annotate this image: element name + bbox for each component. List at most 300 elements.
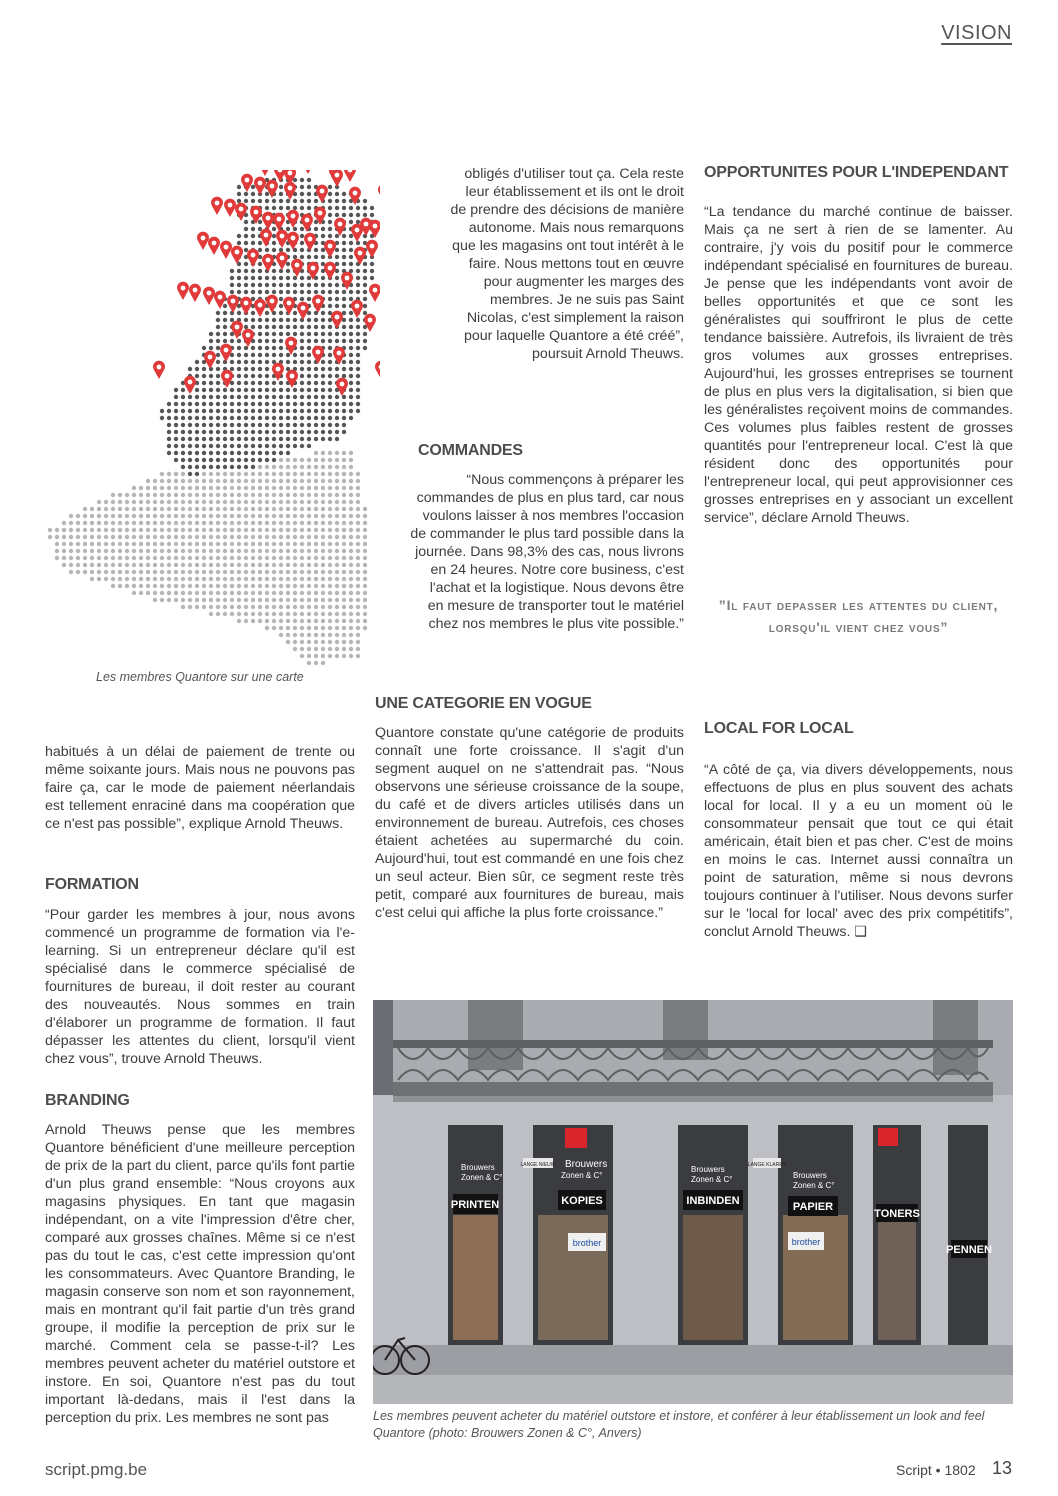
map-dot [174,549,178,553]
map-dot [370,213,374,217]
map-dot [265,605,269,609]
map-dot [104,577,108,581]
map-dot [132,563,136,567]
map-dot [356,591,360,595]
map-dot [160,416,164,420]
map-dot [167,437,171,441]
map-dot [195,563,199,567]
map-dot [76,549,80,553]
map-dot [181,444,185,448]
map-dot [342,339,346,343]
map-dot [146,507,150,511]
shop-name-3b: Zonen & C° [691,1175,733,1184]
map-dot [307,507,311,511]
map-dot [230,318,234,322]
map-dot [125,528,129,532]
location-pin-icon [302,170,314,174]
map-dot [251,500,255,504]
map-dot [237,360,241,364]
map-caption: Les membres Quantore sur une carte [96,670,304,684]
map-dot [279,542,283,546]
map-dot [335,339,339,343]
map-dot [202,409,206,413]
map-dot [279,192,283,196]
map-dot [272,458,276,462]
map-dot [167,584,171,588]
map-dot [314,584,318,588]
map-dot [279,206,283,210]
map-dot [286,528,290,532]
map-dot [321,458,325,462]
map-dot [223,325,227,329]
map-dot [195,416,199,420]
map-dot [202,430,206,434]
map-dot [265,542,269,546]
map-dot [230,542,234,546]
location-pin-icon [285,337,297,355]
map-dot [209,472,213,476]
map-dot [321,535,325,539]
map-dot [258,199,262,203]
map-dot [321,437,325,441]
shop-name-1b: Zonen & C° [461,1173,503,1182]
map-dot [349,395,353,399]
location-pin-icon [304,233,316,251]
map-dot [146,493,150,497]
map-dot [139,521,143,525]
map-dot [237,311,241,315]
map-dot [209,514,213,518]
map-dot [160,493,164,497]
map-dot [272,339,276,343]
map-dot [223,465,227,469]
map-dot [300,598,304,602]
map-dot [279,325,283,329]
map-dot [146,542,150,546]
map-dot [279,416,283,420]
map-dot [293,598,297,602]
map-dot [167,416,171,420]
shop-name-3a: Brouwers [691,1165,725,1174]
map-dot [202,542,206,546]
map-dot [258,556,262,560]
map-dot [258,486,262,490]
map-dot [321,318,325,322]
map-dot [202,395,206,399]
map-dot [251,409,255,413]
map-dot [314,423,318,427]
map-dot [132,591,136,595]
map-dot [251,444,255,448]
map-dot [90,507,94,511]
map-dot [272,276,276,280]
map-dot [202,507,206,511]
map-dot [132,500,136,504]
map-dot [293,395,297,399]
map-dot [328,577,332,581]
map-dot [153,563,157,567]
map-dot [223,318,227,322]
map-dot [300,570,304,574]
map-dot [97,542,101,546]
map-dot [202,514,206,518]
map-dot [349,640,353,644]
map-dot [314,619,318,623]
map-dot [139,528,143,532]
map-dot [286,269,290,273]
map-dot [279,591,283,595]
map-dot [195,570,199,574]
map-dot [251,556,255,560]
map-dot [202,549,206,553]
map-dot [258,549,262,553]
map-dot [167,493,171,497]
map-dot [314,409,318,413]
map-dot [202,423,206,427]
map-dot [363,619,367,623]
map-dot [349,458,353,462]
map-dot [265,423,269,427]
map-dot [293,479,297,483]
map-dot [237,437,241,441]
map-dot [321,409,325,413]
map-dot [251,311,255,315]
map-dot [328,304,332,308]
map-dot [62,542,66,546]
map-dot [202,598,206,602]
map-dot [328,612,332,616]
map-dot [349,388,353,392]
map-dot [76,535,80,539]
map-dot [83,528,87,532]
map-dot [356,290,360,294]
map-dot [174,584,178,588]
map-dot [321,542,325,546]
location-pin-icon [242,329,254,347]
map-dot [230,269,234,273]
map-dot [314,255,318,259]
map-dot [237,374,241,378]
map-dot [97,521,101,525]
map-dot [272,318,276,322]
map-dot [97,535,101,539]
map-dot [349,311,353,315]
map-dot [356,493,360,497]
map-dot [293,283,297,287]
map-dot [321,227,325,231]
map-dot [272,591,276,595]
map-dot [118,577,122,581]
map-dot [216,514,220,518]
map-dot [363,563,367,567]
map-dot [300,325,304,329]
map-dot [293,276,297,280]
map-dot [104,528,108,532]
map-dot [335,276,339,280]
map-dot [125,535,129,539]
map-dot [363,276,367,280]
map-dot [300,577,304,581]
map-dot [335,640,339,644]
map-dot [76,556,80,560]
map-dot [328,500,332,504]
map-dot [307,570,311,574]
map-dot [181,591,185,595]
map-dot [188,563,192,567]
map-dot [349,542,353,546]
map-dot [216,507,220,511]
map-dot [279,535,283,539]
map-dot [139,591,143,595]
map-dot [118,535,122,539]
map-dot [279,409,283,413]
map-dot [272,199,276,203]
map-dot [160,479,164,483]
map-dot [342,598,346,602]
map-dot [300,290,304,294]
map-dot [335,304,339,308]
map-dot [97,563,101,567]
map-dot [230,360,234,364]
map-dot [237,493,241,497]
map-dot [272,423,276,427]
map-dot [153,514,157,518]
map-dot [202,528,206,532]
map-dot [195,465,199,469]
map-dot [251,430,255,434]
map-dot [286,598,290,602]
map-dot [300,535,304,539]
map-dot [272,626,276,630]
map-dot [216,458,220,462]
map-dot [321,584,325,588]
map-dot [300,612,304,616]
map-dot [321,661,325,665]
map-dot [314,591,318,595]
map-dot [223,612,227,616]
map-dot [244,416,248,420]
map-dot [209,549,213,553]
map-dot [321,493,325,497]
map-dot [328,395,332,399]
map-dot [223,528,227,532]
map-dot [321,290,325,294]
map-dot [251,570,255,574]
map-dot [300,353,304,357]
map-dot [356,528,360,532]
map-dot [335,409,339,413]
map-dot [265,374,269,378]
map-dot [279,605,283,609]
map-dot [223,304,227,308]
map-dot [111,521,115,525]
map-dot [286,388,290,392]
map-dot [195,374,199,378]
map-dot [356,346,360,350]
map-dot [174,500,178,504]
map-dot [272,549,276,553]
map-dot [307,521,311,525]
footer-website[interactable]: script.pmg.be [45,1460,148,1479]
map-dot [335,332,339,336]
map-dot [300,472,304,476]
map-dot [356,640,360,644]
map-dot [300,234,304,238]
brother-label-1: brother [572,1238,602,1248]
map-dot [139,563,143,567]
map-dot [202,535,206,539]
map-dot [167,402,171,406]
map-dot [328,416,332,420]
map-dot [335,367,339,371]
map-dot [335,451,339,455]
map-dot [132,549,136,553]
map-dot [174,570,178,574]
map-dot [279,297,283,301]
map-dot [272,521,276,525]
map-dot [209,584,213,588]
map-dot [181,549,185,553]
map-dot [181,584,185,588]
map-dot [188,472,192,476]
map-dot [132,521,136,525]
map-dot [139,500,143,504]
map-dot [300,381,304,385]
map-dot [265,493,269,497]
map-dot [258,339,262,343]
map-dot [342,500,346,504]
map-dot [132,486,136,490]
map-dot [279,514,283,518]
map-dot [272,248,276,252]
map-dot [216,430,220,434]
map-dot [307,395,311,399]
map-dot [335,206,339,210]
map-dot [216,591,220,595]
map-dot [139,542,143,546]
map-dot [146,549,150,553]
map-dot [237,381,241,385]
map-dot [90,528,94,532]
map-dot [342,409,346,413]
map-dot [286,353,290,357]
map-dot [223,437,227,441]
location-pin-icon [259,170,271,176]
map-dot [265,528,269,532]
map-dot [230,521,234,525]
map-dot [279,619,283,623]
map-dot [258,563,262,567]
heading-opportunites: OPPORTUNITES POUR L'INDEPENDANT [704,164,1009,181]
map-dot [321,283,325,287]
map-dot [118,500,122,504]
map-dot [300,283,304,287]
map-dot [230,612,234,616]
map-dot [349,367,353,371]
map-dot [349,402,353,406]
map-dot [307,591,311,595]
map-dot [160,472,164,476]
map-dot [307,633,311,637]
map-dot [293,458,297,462]
map-dot [104,514,108,518]
map-dot [272,206,276,210]
map-dot [153,542,157,546]
map-dot [195,472,199,476]
map-dot [195,444,199,448]
map-dot [307,654,311,658]
map-dot [335,542,339,546]
map-dot [314,451,318,455]
map-dot [279,556,283,560]
map-dot [307,318,311,322]
map-dot [146,521,150,525]
map-dot [251,290,255,294]
map-dot [76,528,80,532]
map-dot [244,346,248,350]
map-dot [216,388,220,392]
map-dot [160,500,164,504]
map-dot [258,353,262,357]
map-dot [167,570,171,574]
map-dot [181,577,185,581]
map-dot [300,556,304,560]
map-dot [237,353,241,357]
map-dot [132,535,136,539]
map-dot [251,479,255,483]
map-dot [167,549,171,553]
map-dot [62,556,66,560]
map-dot [244,381,248,385]
map-dot [244,199,248,203]
map-dot [195,507,199,511]
map-dot [279,577,283,581]
map-dot [237,416,241,420]
map-dot [237,269,241,273]
map-dot [272,241,276,245]
map-dot [244,325,248,329]
map-dot [181,458,185,462]
map-dot [321,654,325,658]
map-dot [251,507,255,511]
map-dot [272,430,276,434]
map-dot [314,514,318,518]
map-dot [160,563,164,567]
map-dot [244,605,248,609]
map-dot [118,542,122,546]
map-dot [335,192,339,196]
map-dot [146,528,150,532]
map-dot [328,619,332,623]
map-dot [104,521,108,525]
map-dot [335,493,339,497]
map-dot [104,570,108,574]
map-dot [153,500,157,504]
map-dot [237,514,241,518]
map-dot [293,619,297,623]
shop-name-2a: Brouwers [565,1159,608,1170]
map-dot [279,269,283,273]
map-dot [265,514,269,518]
map-dot [118,528,122,532]
map-dot [321,311,325,315]
map-dot [223,584,227,588]
map-dot [356,332,360,336]
location-pin-icon [231,321,243,339]
map-dot [300,346,304,350]
map-dot [279,612,283,616]
location-pin-icon [336,378,348,396]
